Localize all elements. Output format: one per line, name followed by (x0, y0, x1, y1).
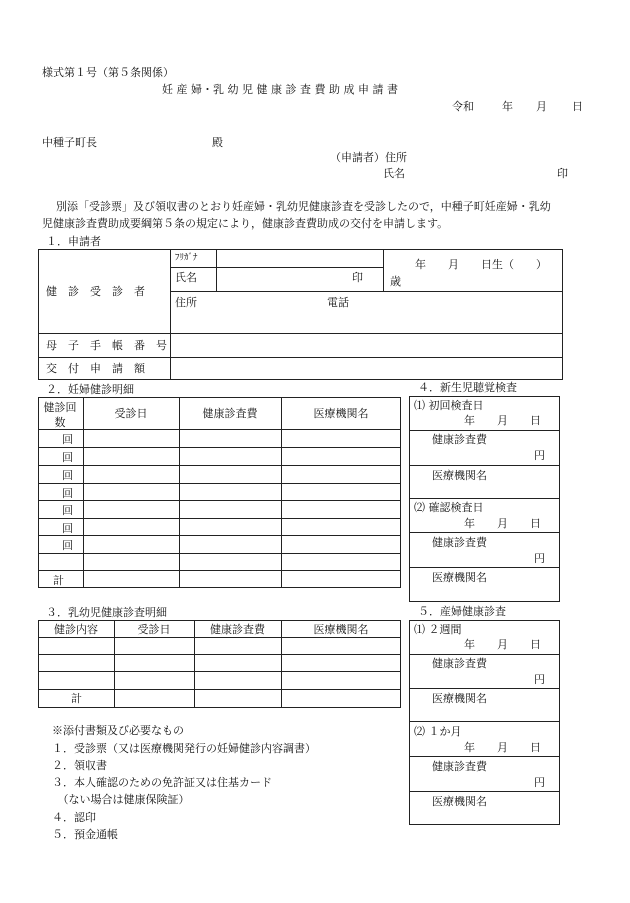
form-number: 様式第１号（第５条関係） (42, 66, 174, 79)
date-day-label: 日 (572, 100, 583, 113)
form-title: 妊 産 婦・乳 幼 児 健 康 診 査 費 助 成 申 請 書 (162, 83, 398, 96)
postpartum-2weeks-label: ⑴ ２週間 (414, 623, 462, 636)
hearing-first-date-fields: 年 月 日 (464, 414, 541, 427)
header-visit-date: 受診日 (114, 407, 148, 420)
postpartum-1month-fee-label: 健康診査費 (432, 760, 487, 773)
row-count-2: 回 (62, 451, 73, 464)
postpartum-2weeks-date-fields: 年 月 日 (464, 638, 541, 651)
attachment-item: ２．領収書 (52, 759, 107, 772)
furigana-label: ﾌﾘｶﾞﾅ (175, 253, 198, 263)
section3-heading: ３．乳幼児健康診査明細 (46, 606, 167, 619)
header-visit-date-infant: 受診日 (137, 623, 171, 636)
attachment-item: （ない場合は健康保険証） (52, 793, 190, 806)
postpartum-1month-date-fields: 年 月 日 (464, 741, 541, 754)
hearing-confirm-institution-label: 医療機関名 (432, 571, 487, 584)
postpartum-1month-yen: 円 (534, 776, 545, 789)
date-month-label: 月 (536, 100, 547, 113)
row-count-4: 回 (62, 487, 73, 500)
hearing-first-yen: 円 (534, 449, 545, 462)
postpartum-2weeks-institution-label: 医療機関名 (432, 692, 487, 705)
attachment-item: ５．預金通帳 (52, 828, 118, 841)
infant-row-total: 計 (71, 692, 82, 705)
addressee: 中種子町長 (42, 136, 97, 149)
age-label: 歳 (390, 275, 401, 288)
examinee-row-label: 健 診 受 診 者 (46, 285, 145, 298)
header-checkup-fee-infant: 健康診査費 (210, 623, 265, 636)
header-institution-infant: 医療機関名 (313, 623, 369, 636)
section2-heading: ２．妊婦健診明細 (46, 383, 134, 396)
header-checkup-content: 健診内容 (54, 623, 98, 636)
honorific: 殿 (212, 136, 223, 149)
hearing-first-test-date-label: ⑴ 初回検査日 (414, 399, 484, 412)
phone-label: 電話 (327, 296, 349, 309)
row-total: 計 (53, 574, 64, 587)
header-checkup-fee: 健康診査費 (202, 407, 258, 420)
row-count-1: 回 (62, 433, 73, 446)
name-seal: 印 (352, 271, 363, 284)
hearing-confirm-test-date-label: ⑵ 確認検査日 (414, 501, 484, 514)
boshi-techo-number-label: 母 子 手 帳 番 号 (46, 339, 167, 352)
postpartum-2weeks-fee-label: 健康診査費 (432, 657, 487, 670)
postpartum-1month-institution-label: 医療機関名 (432, 795, 487, 808)
date-year-label: 年 (502, 100, 513, 113)
attachment-item: １．受診票（又は医療機関発行の妊婦健診内容調書） (52, 742, 316, 755)
name-label: 氏名 (175, 271, 197, 284)
section4-heading: ４．新生児聴覚検査 (418, 381, 517, 394)
row-count-7: 回 (62, 539, 73, 552)
grant-amount-label: 交 付 申 請 額 (46, 362, 145, 375)
applicant-name-label: 氏名 (383, 167, 405, 180)
section5-heading: ５．産婦健康診査 (418, 605, 506, 618)
intro-line-1: 別添「受診票」及び領収書のとおり妊産婦・乳幼児健康診査を受診したので，中種子町妊産婦・乳幼 (56, 200, 551, 213)
date-era: 令和 (452, 100, 474, 113)
section1-heading: １．申請者 (46, 235, 101, 248)
hearing-first-fee-label: 健康診査費 (432, 433, 487, 446)
row-count-6: 回 (62, 522, 73, 535)
header-institution: 医療機関名 (313, 407, 369, 420)
address-label: 住所 (175, 296, 197, 309)
birthdate-label: 年 月 日生（ ） (415, 258, 547, 271)
attachment-item: ４．認印 (52, 811, 96, 824)
row-count-3: 回 (62, 469, 73, 482)
intro-line-2: 児健康診査費助成要綱第５条の規定により，健康診査費助成の交付を申請します。 (42, 217, 449, 230)
postpartum-2weeks-yen: 円 (534, 673, 545, 686)
postpartum-1month-label: ⑵ １か月 (414, 725, 462, 738)
hearing-confirm-date-fields: 年 月 日 (464, 517, 541, 530)
hearing-confirm-yen: 円 (534, 552, 545, 565)
prenatal-checkup-table (38, 397, 401, 588)
applicant-address-label: （申請者）住所 (330, 151, 407, 164)
attachment-item: ３．本人確認のための免許証又は住基カード (52, 776, 272, 789)
hearing-first-institution-label: 医療機関名 (432, 469, 487, 482)
header-checkup-count: 健診回数 (43, 401, 77, 430)
attachments-heading: ※添付書類及び必要なもの (52, 724, 184, 737)
applicant-seal: 印 (557, 167, 568, 180)
row-count-5: 回 (62, 504, 73, 517)
hearing-confirm-fee-label: 健康診査費 (432, 536, 487, 549)
